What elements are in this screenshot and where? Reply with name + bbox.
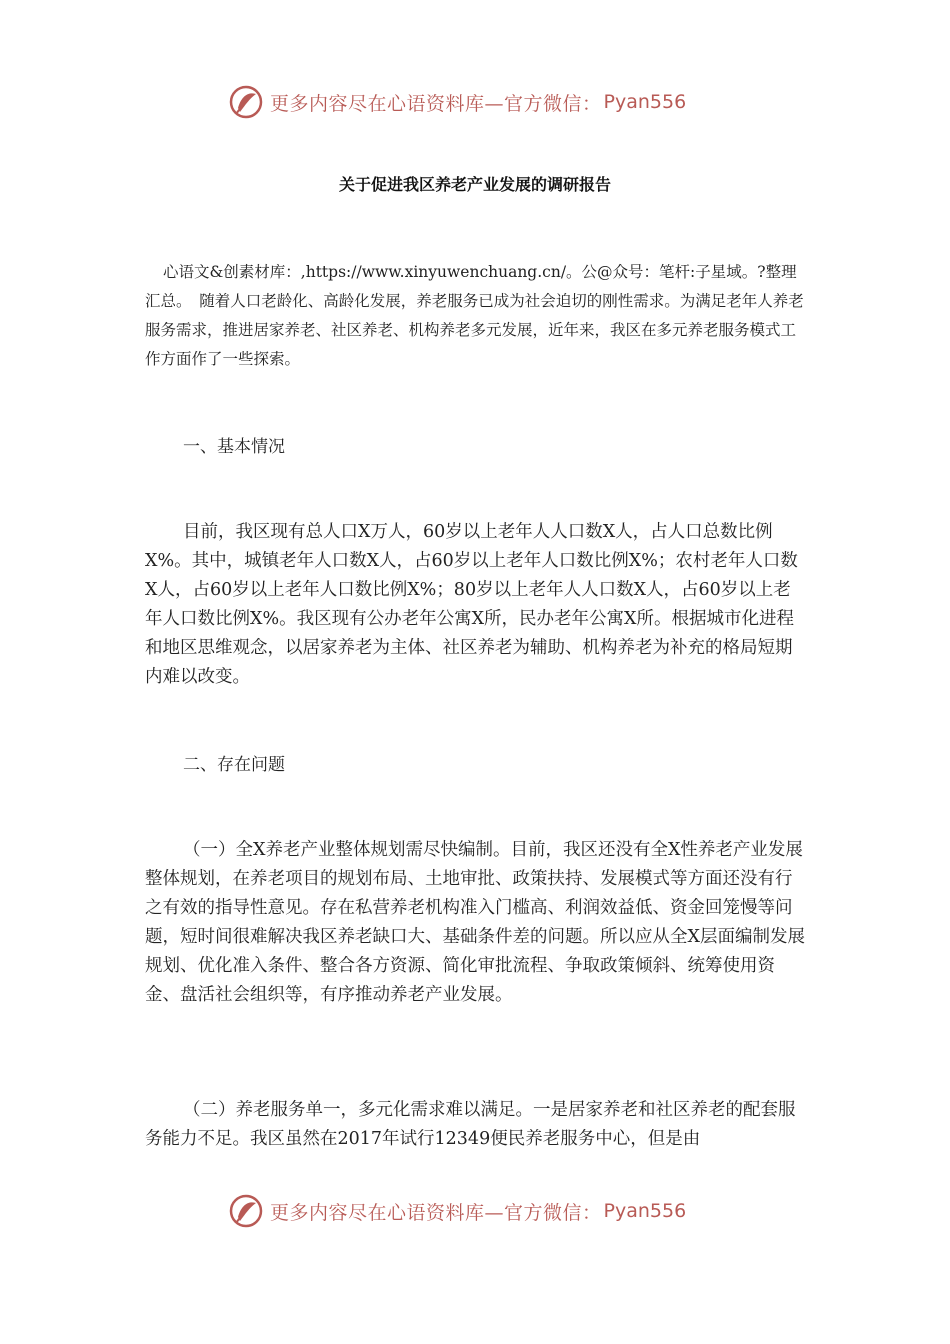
section-heading-basic: 一、基本情况 [183,437,285,457]
section-basic-text: 目前，我区现有总人口X万人，60岁以上老年人人口数X人，占人口总数比例X%。其中，城镇老年人口数X人，占60岁以上老年人口数比例X%；农村老年人口数X人，占60岁以上老年人口数比例X%；80岁以上老年人人口数X人，占60岁以上老年人口数比例X%。我区现有公办老年公寓X所，民办老年公寓X所。根据城市化进程和地区思维观念，以居家养老为主体、社区养老为辅助、机构养老为补充的格局短期内难以改变。 [145,522,798,687]
banner-text: 更多内容尽在心语资料库—官方微信： [270,92,602,115]
intro-text: 心语文&创素材库：,https://www.xinyuwenchuang.cn/。公@众号：笔杆:子星域。?整理汇总。 随着人口老龄化、高龄化发展，养老服务已成为社会迫切的刚性需求。为满足老年人养老服务需求，推进居家养老、社区养老、机构养老多元发展，近年来，我区在多元养老服务模式工作方面作了一些探索。 [145,263,804,368]
intro-paragraph [145,258,805,374]
section-problems-item2 [145,1096,805,1154]
document-title: 关于促进我区养老产业发展的调研报告 [338,175,611,194]
banner-wechat-id: Pyan556 [603,1200,687,1222]
problems-item2-text: （二）养老服务单一，多元化需求难以满足。一是居家养老和社区养老的配套服务能力不足。我区虽然在2017年试行12349便民养老服务中心，但是由 [145,1100,796,1149]
banner-text: 更多内容尽在心语资料库—官方微信： [270,1201,602,1224]
banner-wechat-id: Pyan556 [603,91,687,113]
section-basic-body [145,518,805,692]
logo-icon [228,84,264,120]
header-banner [228,82,728,122]
section-heading-problems: 二、存在问题 [183,755,285,775]
problems-item1-text: （一）全X养老产业整体规划需尽快编制。目前，我区还没有全X性养老产业发展整体规划，在养老项目的规划布局、土地审批、政策扶持、发展模式等方面还没有行之有效的指导性意见。存在私营养老机构准入门槛高、利润效益低、资金回笼慢等问题，短时间很难解决我区养老缺口大、基础条件差的问题。所以应从全X层面编制发展规划、优化准入条件、整合各方资源、简化审批流程、争取政策倾斜、统筹使用资金、盘活社会组织等，有序推动养老产业发展。 [145,840,805,1005]
logo-icon [228,1193,264,1229]
footer-banner [228,1191,728,1231]
section-problems-item1 [145,836,805,1010]
